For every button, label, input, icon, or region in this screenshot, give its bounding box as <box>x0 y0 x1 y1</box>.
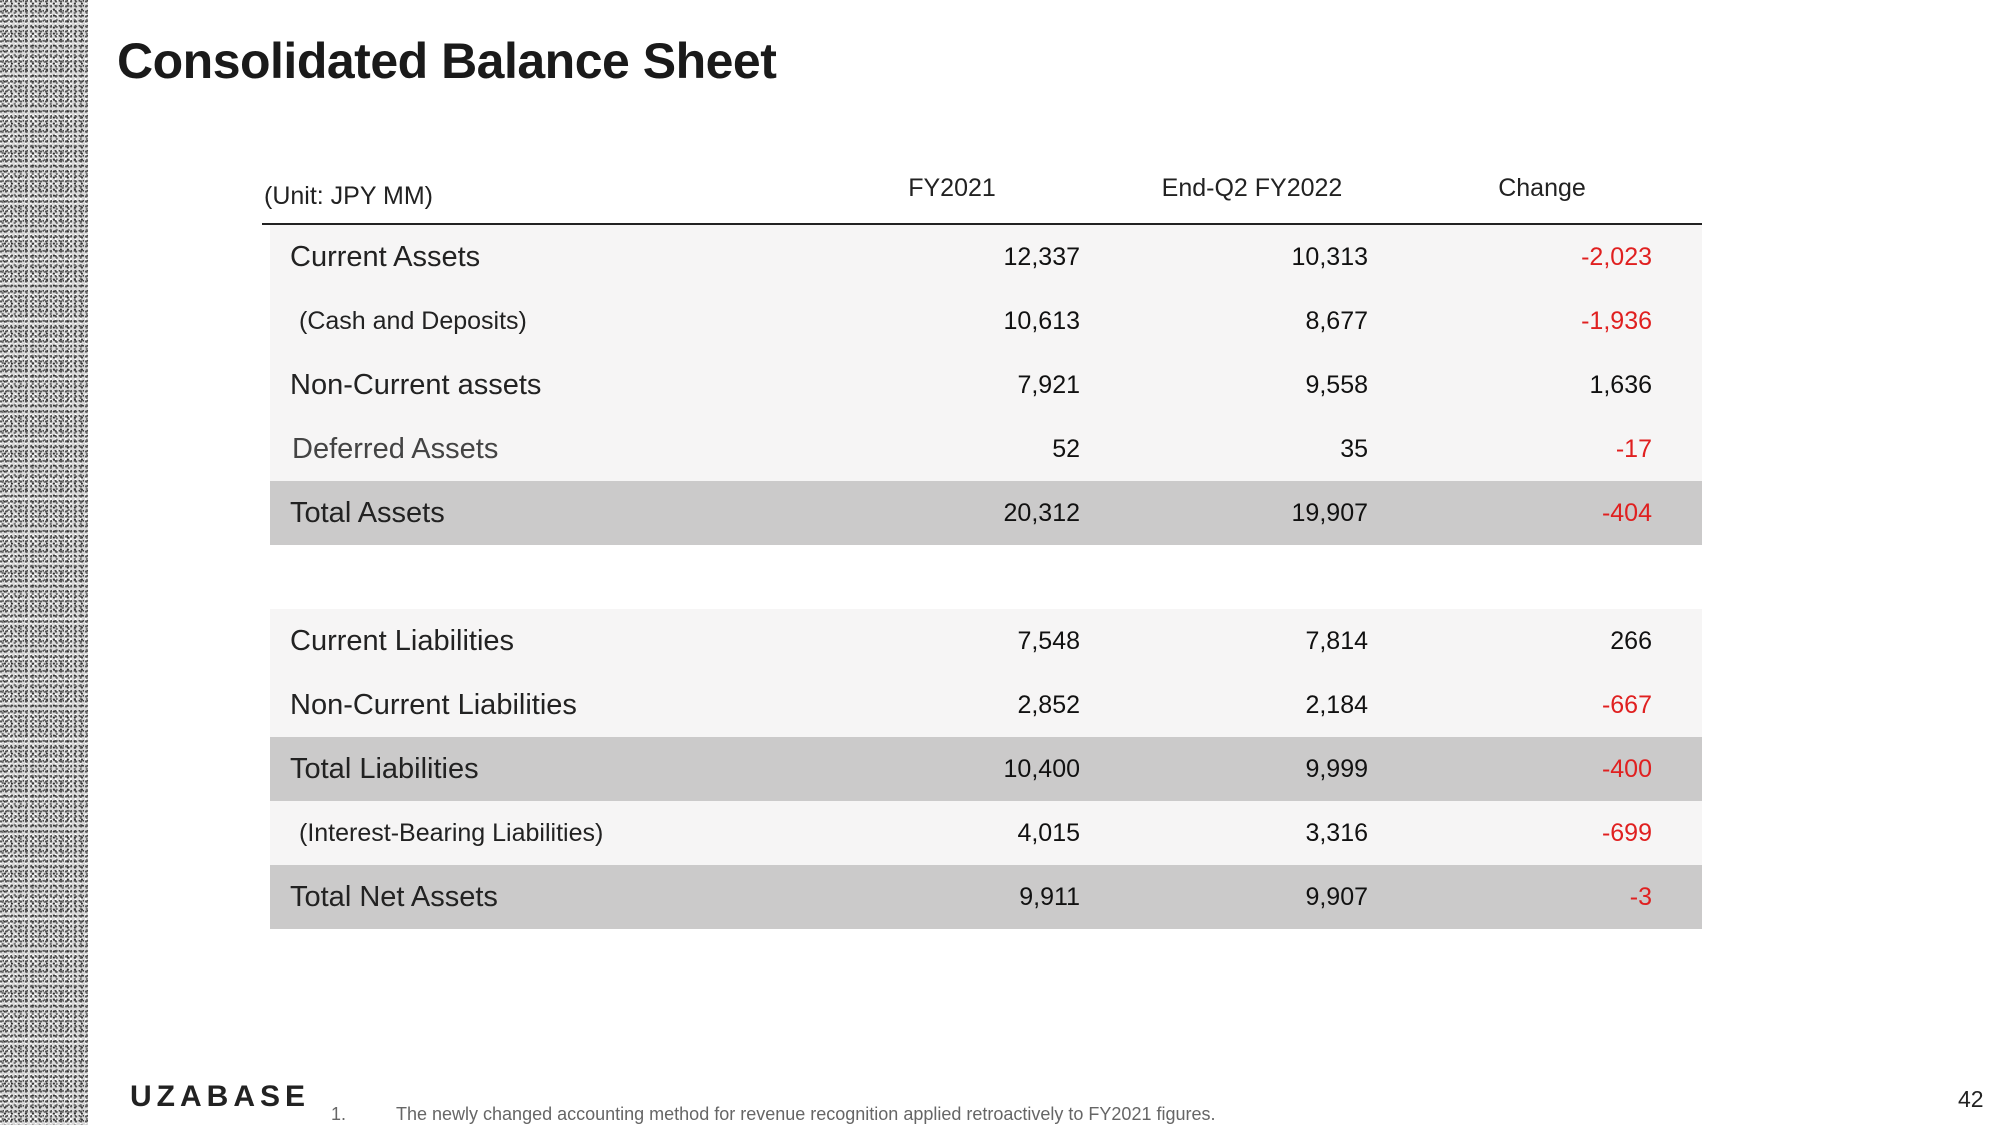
row-label: Current Liabilities <box>290 624 515 657</box>
value-fy2021: 20,312 <box>1003 498 1080 527</box>
value-fy2021: 2,852 <box>1017 690 1080 719</box>
table-header <box>262 168 1702 225</box>
column-header-change: Change <box>1498 174 1586 202</box>
unit-label: (Unit: JPY MM) <box>264 182 433 210</box>
table-body <box>270 225 1702 929</box>
value-fy2021: 9,911 <box>1019 882 1080 911</box>
value-change: -667 <box>1601 690 1652 719</box>
table-row <box>270 289 1702 353</box>
value-change: -699 <box>1601 818 1652 847</box>
value-end-q2-fy2022: 7,814 <box>1305 626 1368 655</box>
table-row <box>270 673 1702 737</box>
balance-sheet-table <box>262 168 1702 929</box>
value-change: 266 <box>1610 626 1652 655</box>
column-header-fy2021: FY2021 <box>908 174 996 202</box>
value-end-q2-fy2022: 35 <box>1340 434 1368 463</box>
value-change: 1,636 <box>1589 370 1652 399</box>
value-fy2021: 10,613 <box>1003 306 1080 335</box>
value-change: -400 <box>1601 754 1652 783</box>
value-end-q2-fy2022: 9,558 <box>1305 370 1368 399</box>
table-row <box>270 417 1702 481</box>
row-label: Total Liabilities <box>290 752 479 785</box>
row-label: Total Assets <box>290 496 445 529</box>
table-spacer <box>270 545 1702 609</box>
value-end-q2-fy2022: 3,316 <box>1305 818 1368 847</box>
row-label: (Interest-Bearing Liabilities) <box>299 818 604 847</box>
row-label: (Cash and Deposits) <box>299 306 527 335</box>
table-row-total <box>270 737 1702 801</box>
value-end-q2-fy2022: 2,184 <box>1305 690 1368 719</box>
column-header-end-q2-fy2022: End-Q2 FY2022 <box>1161 174 1343 202</box>
value-fy2021: 10,400 <box>1003 754 1080 783</box>
footnote-number: 1. <box>331 1104 347 1124</box>
decorative-texture-strip <box>0 0 88 1125</box>
footnote-text: The newly changed accounting method for revenue recognition applied retroactively to FY2021 figures. <box>396 1104 1216 1124</box>
row-label: Total Net Assets <box>290 880 498 913</box>
value-change: -3 <box>1629 882 1652 911</box>
value-fy2021: 7,921 <box>1017 370 1080 399</box>
value-end-q2-fy2022: 10,313 <box>1291 242 1368 271</box>
table-row <box>270 353 1702 417</box>
table-row <box>270 225 1702 289</box>
value-end-q2-fy2022: 19,907 <box>1291 498 1368 527</box>
value-fy2021: 52 <box>1052 434 1080 463</box>
value-change: -2,023 <box>1581 242 1652 271</box>
value-fy2021: 12,337 <box>1003 242 1080 271</box>
company-logo: UZABASE <box>130 1080 311 1113</box>
table-row-total <box>270 481 1702 545</box>
table-row <box>270 801 1702 865</box>
page-title: Consolidated Balance Sheet <box>117 33 777 89</box>
row-label: Deferred Assets <box>292 432 499 465</box>
value-change: -404 <box>1601 498 1652 527</box>
value-end-q2-fy2022: 8,677 <box>1305 306 1368 335</box>
value-fy2021: 4,015 <box>1017 818 1080 847</box>
table-row-total <box>270 865 1702 929</box>
row-label: Non-Current Liabilities <box>290 688 577 721</box>
value-change: -17 <box>1615 434 1652 463</box>
page-number: 42 <box>1958 1086 1984 1112</box>
value-fy2021: 7,548 <box>1017 626 1080 655</box>
value-end-q2-fy2022: 9,907 <box>1305 882 1368 911</box>
row-label: Non-Current assets <box>290 368 542 401</box>
row-label: Current Assets <box>290 240 481 273</box>
value-end-q2-fy2022: 9,999 <box>1305 754 1368 783</box>
value-change: -1,936 <box>1581 306 1652 335</box>
table-row <box>270 609 1702 673</box>
footnote <box>331 1104 1216 1125</box>
